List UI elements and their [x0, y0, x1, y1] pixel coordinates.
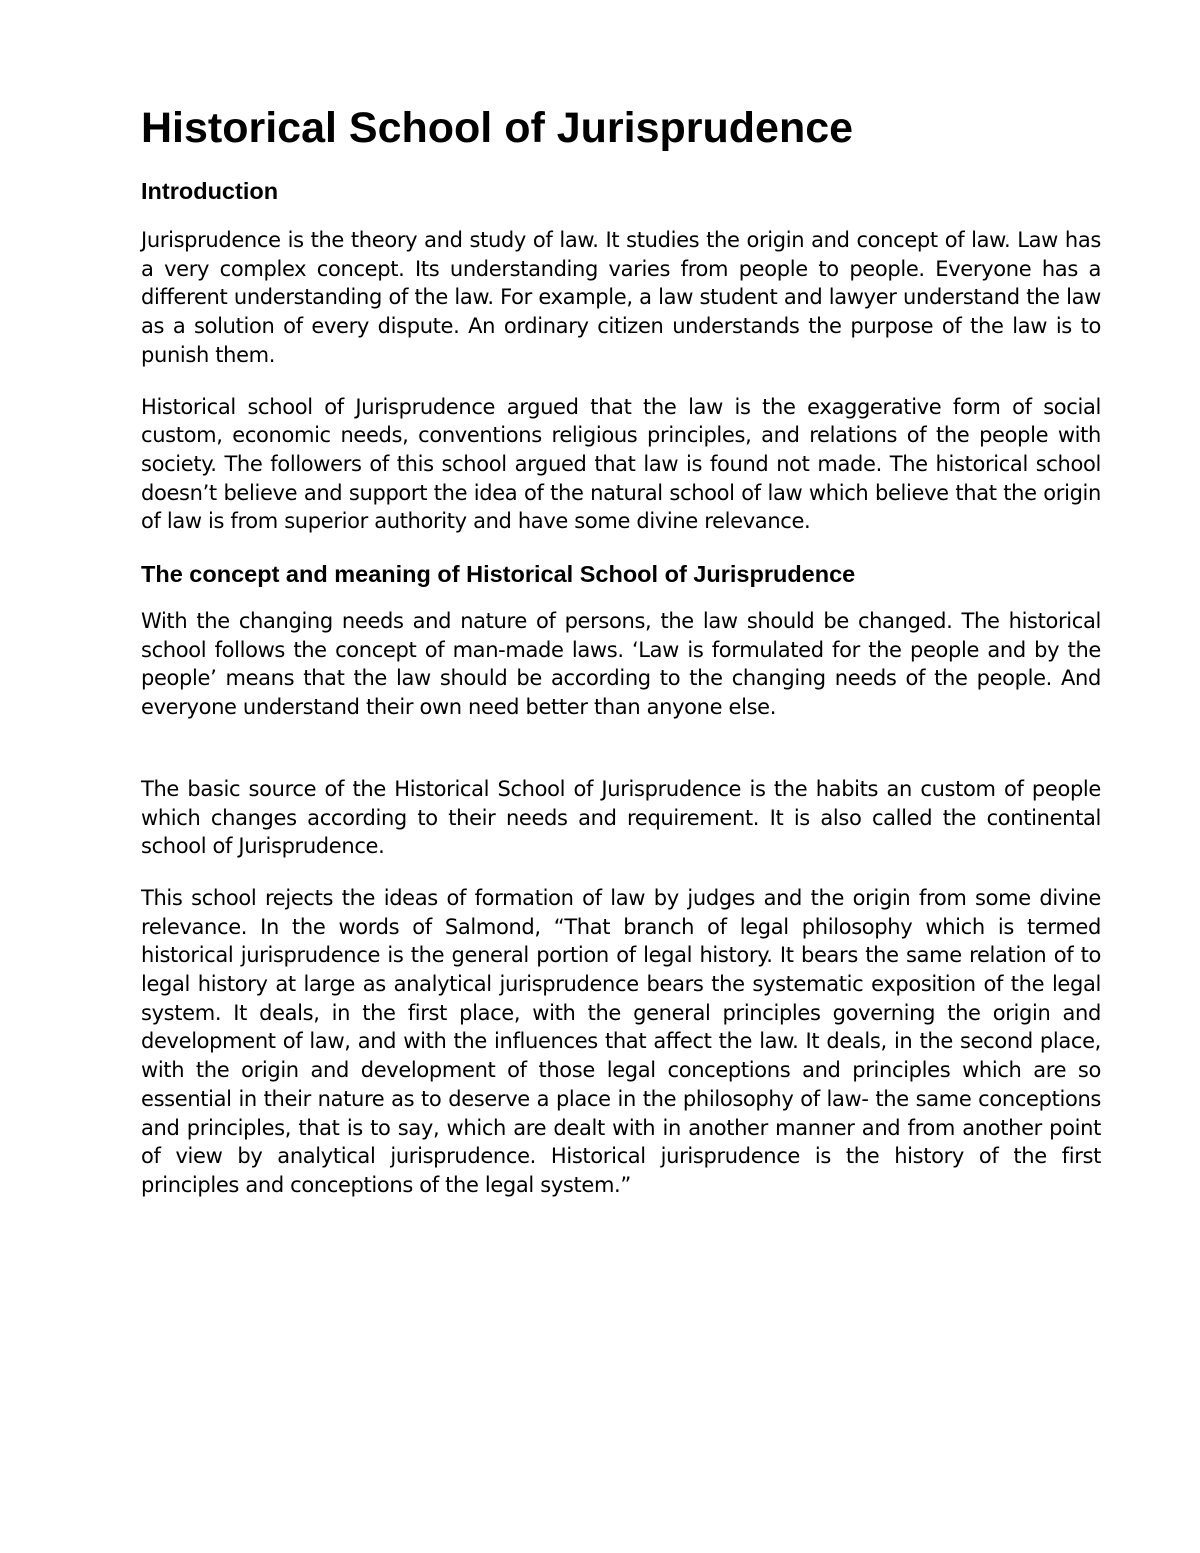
document-content [141, 100, 1101, 1223]
paragraph-intro-1: Jurisprudence is the theory and study of law. It studies the origin and concept of law. Law has a very complex concept. Its understanding varies from people to people. Everyone has a different understanding of the law. For example, a law student and lawyer understand the law as a solution of every dispute. An ordinary citizen understands the purpose of the law is to punish them. [141, 228, 1101, 367]
section-heading-concept: The concept and meaning of Historical School of Jurisprudence [141, 561, 856, 588]
paragraph-concept-2: The basic source of the Historical School of Jurisprudence is the habits an custom of people which changes according to their needs and requirement. It is also called the continental school of Jurisprudence. [141, 776, 1101, 859]
paragraph-intro-2: Historical school of Jurisprudence argued that the law is the exaggerative form of social custom, economic needs, conventions religious principles, and relations of the people with society. The followers of this school argued that law is found not made. The historical school doesn’t believe and support the idea of the natural school of law which believe that the origin of law is from superior authority and have some divine relevance. [141, 394, 1101, 534]
paragraph-concept-3: This school rejects the ideas of formation of law by judges and the origin from some divine relevance. In the words of Salmond, “That branch of legal philosophy which is termed historical jurisprudence is the general portion of legal history. It bears the same relation of to legal history at large as analytical jurisprudence bears the systematic exposition of the legal system. It deals, in the first place, with the general principles governing the origin and development of law, and with the influences that affect the law. It deals, in the second place, with the origin and development of those legal conceptions and principles which are so essential in their nature as to deserve a place in the philosophy of law- the same conceptions and principles, that is to say, which are dealt with in another manner and from another point of view by analytical jurisprudence. Historical jurisprudence is the history of the first principles and conceptions of the legal system.” [141, 885, 1101, 1197]
paragraph-concept-1: With the changing needs and nature of persons, the law should be changed. The historical school follows the concept of man-made laws. ‘Law is formulated for the people and by the people’ means that the law should be according to the changing needs of the people. And everyone understand their own need better than anyone else. [141, 609, 1101, 720]
document-title: Historical School of Jurisprudence [141, 104, 854, 152]
paragraph-gap [141, 745, 1101, 775]
section-heading-introduction: Introduction [141, 178, 279, 204]
